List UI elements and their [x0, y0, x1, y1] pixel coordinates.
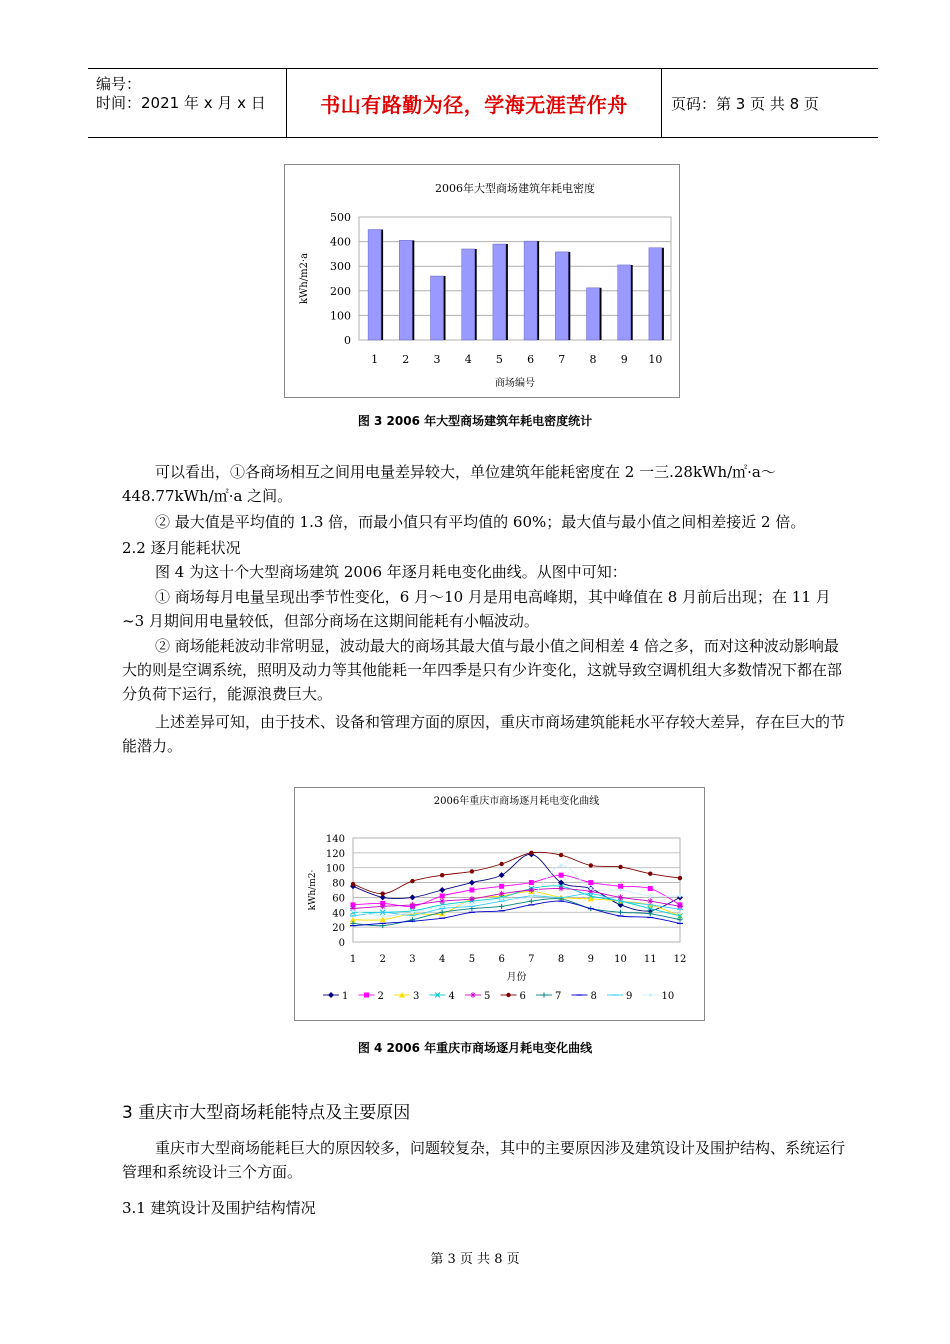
data-point-2	[648, 886, 653, 891]
header-page-cell	[661, 69, 878, 137]
y-tick-label: 120	[325, 848, 345, 860]
data-point-6	[351, 882, 355, 886]
data-point-2	[588, 880, 593, 885]
page-header	[88, 68, 878, 138]
y-axis-label: kWh/m2·	[308, 869, 318, 911]
y-tick-label: 100	[330, 309, 351, 323]
legend-label-8: 8	[590, 991, 597, 1002]
legend-marker-10	[649, 993, 652, 996]
data-point-10	[381, 914, 384, 917]
y-tick-label: 400	[330, 235, 351, 249]
x-tick-label: 9	[587, 954, 595, 965]
section-3-heading: 3 重庆市大型商场耗能特点及主要原因	[122, 1103, 411, 1123]
x-tick-label: 5	[468, 954, 476, 965]
data-point-6	[678, 876, 682, 880]
data-point-6	[499, 862, 503, 866]
y-tick-label: 20	[332, 923, 345, 935]
legend-label-3: 3	[413, 991, 420, 1002]
data-point-10	[619, 888, 622, 891]
data-point-10	[351, 909, 354, 912]
x-tick-label: 2	[402, 353, 410, 366]
paragraph-5: ② 商场能耗波动非常明显，波动最大的商场其最大值与最小值之间相差 4 倍之多，而对这种波动影响最大的则是空调系统，照明及动力等其他能耗一年四季是只有少许变化，这就导致空调机组大多数情况下都在部分负荷下运行，能源浪费巨大。	[122, 637, 843, 703]
x-tick-label: 9	[620, 353, 628, 366]
data-point-2	[469, 888, 474, 893]
x-tick-label: 6	[498, 954, 505, 965]
data-point-2	[499, 884, 504, 889]
x-axis-label: 商场编号	[495, 378, 535, 389]
x-tick-label: 6	[527, 353, 535, 366]
bar	[462, 249, 475, 340]
data-point-10	[530, 894, 533, 897]
bar	[368, 230, 381, 340]
y-axis-label: kWh/m2·a	[299, 252, 310, 305]
y-tick-label: 0	[338, 938, 345, 949]
x-tick-label: 11	[643, 954, 657, 965]
data-point-2	[559, 873, 564, 878]
data-point-6	[470, 869, 474, 873]
legend-label-10: 10	[661, 991, 675, 1002]
data-point-6	[589, 863, 593, 867]
x-tick-label: 4	[464, 353, 472, 366]
x-tick-label: 10	[648, 353, 663, 366]
figure3-caption: 图 3 2006 年大型商场建筑年耗电密度统计	[357, 414, 593, 428]
line-chart-frame	[294, 787, 705, 1021]
data-point-2	[529, 880, 534, 885]
x-axis-label: 月份	[506, 972, 527, 983]
legend-label-6: 6	[519, 991, 526, 1002]
data-point-6	[529, 851, 533, 855]
x-tick-label: 7	[528, 954, 535, 965]
paragraph-4: ① 商场每月电量呈现出季节性变化，6 月～10 月是用电高峰期，其中峰值在 8 月前后出现；在 11 月~3 月期间用电量较低，但部分商场在这期间能耗有小幅波动。	[122, 588, 831, 630]
data-point-10	[649, 894, 652, 897]
heading-2-2: 2.2 逐月能耗状况	[122, 539, 241, 557]
y-tick-label: 60	[332, 893, 345, 905]
x-tick-label: 3	[409, 954, 416, 965]
header-slogan-cell	[286, 69, 662, 137]
legend-marker-2	[364, 993, 369, 998]
legend-label-2: 2	[377, 991, 384, 1002]
paragraph-1: 可以看出，①各商场相互之间用电量差异较大，单位建筑年能耗密度在 2 一三.28kWh/㎡·a～448.77kWh/㎡·a 之间。	[122, 463, 776, 505]
legend-marker-7	[542, 993, 547, 998]
legend-label-1: 1	[342, 991, 349, 1002]
heading-3-1: 3.1 建筑设计及围护结构情况	[122, 1199, 316, 1217]
x-tick-label: 1	[371, 353, 379, 366]
legend-label-9: 9	[626, 991, 633, 1002]
data-point-10	[441, 905, 444, 908]
footer-page-number: 第 3 页 共 8 页	[430, 1252, 520, 1267]
paragraph-6: 上述差异可知，由于技术、设备和管理方面的原因，重庆市商场建筑能耗水平存较大差异，存在巨大的节能潜力。	[122, 713, 846, 755]
data-point-10	[411, 911, 414, 914]
chart-title: 2006年大型商场建筑年耗电密度	[435, 182, 595, 195]
figure4-caption: 图 4 2006 年重庆市商场逐月耗电变化曲线	[357, 1041, 593, 1055]
plot-area	[353, 838, 680, 942]
data-point-6	[648, 871, 652, 875]
paragraph-7: 重庆市大型商场能耗巨大的原因较多，问题较复杂，其中的主要原因涉及建筑设计及围护结构、系统运行管理和系统设计三个方面。	[122, 1139, 846, 1181]
header-page-label: 页码：第 3 页 共 8 页	[671, 94, 819, 113]
bar	[493, 244, 506, 340]
bar	[649, 248, 662, 340]
header-number-label: 编号：	[96, 75, 142, 93]
data-point-6	[410, 879, 414, 883]
y-tick-label: 140	[325, 834, 345, 845]
y-tick-label: 40	[332, 908, 345, 920]
header-slogan: 书山有路勤为径，学海无涯苦作舟	[320, 92, 628, 117]
bar	[555, 252, 568, 340]
paragraph-2: ② 最大值是平均值的 1.3 倍，而最小值只有平均值的 60%；最大值与最小值之间相差接近 2 倍。	[155, 513, 806, 531]
header-time-label: 时间：2021 年 x 月 x 日	[96, 94, 266, 112]
bar-chart	[285, 165, 679, 397]
data-point-2	[618, 884, 623, 889]
legend-marker-5	[470, 992, 476, 998]
line-chart	[295, 788, 704, 1020]
y-tick-label: 500	[330, 211, 351, 224]
y-tick-label: 80	[332, 878, 345, 890]
x-tick-label: 8	[589, 353, 597, 366]
legend-label-7: 7	[555, 991, 562, 1002]
x-tick-label: 12	[673, 954, 687, 965]
x-tick-label: 10	[614, 954, 627, 965]
data-point-10	[470, 902, 473, 905]
bar	[587, 288, 600, 340]
bar	[618, 265, 631, 340]
x-tick-label: 4	[438, 954, 446, 965]
y-tick-label: 100	[325, 863, 345, 875]
y-tick-label: 0	[344, 334, 351, 347]
legend-label-4: 4	[448, 991, 455, 1002]
bar	[524, 241, 537, 340]
data-point-6	[618, 865, 622, 869]
x-tick-label: 7	[558, 353, 566, 366]
x-tick-label: 1	[349, 954, 357, 965]
data-point-10	[500, 897, 503, 900]
header-info-cell	[88, 69, 286, 137]
bar	[399, 240, 412, 340]
data-point-10	[678, 894, 681, 897]
legend-label-5: 5	[484, 991, 491, 1002]
data-point-6	[440, 873, 444, 877]
x-tick-label: 5	[495, 353, 503, 366]
data-point-6	[559, 853, 563, 857]
data-point-10	[559, 864, 562, 867]
chart-title: 2006年重庆市商场逐月耗电变化曲线	[433, 796, 600, 807]
x-tick-label: 8	[557, 954, 565, 965]
y-tick-label: 300	[330, 260, 351, 274]
y-tick-label: 200	[330, 284, 351, 298]
bar-chart-frame	[284, 164, 680, 398]
x-tick-label: 3	[433, 353, 441, 366]
legend-marker-6	[506, 993, 510, 997]
data-point-10	[589, 887, 592, 890]
data-point-2	[440, 893, 445, 898]
bar	[431, 276, 444, 340]
x-tick-label: 2	[379, 954, 386, 965]
paragraph-3: 图 4 为这十个大型商场建筑 2006 年逐月耗电变化曲线。从图中可知：	[155, 563, 627, 581]
data-point-6	[381, 892, 385, 896]
legend-marker-1	[328, 992, 334, 998]
